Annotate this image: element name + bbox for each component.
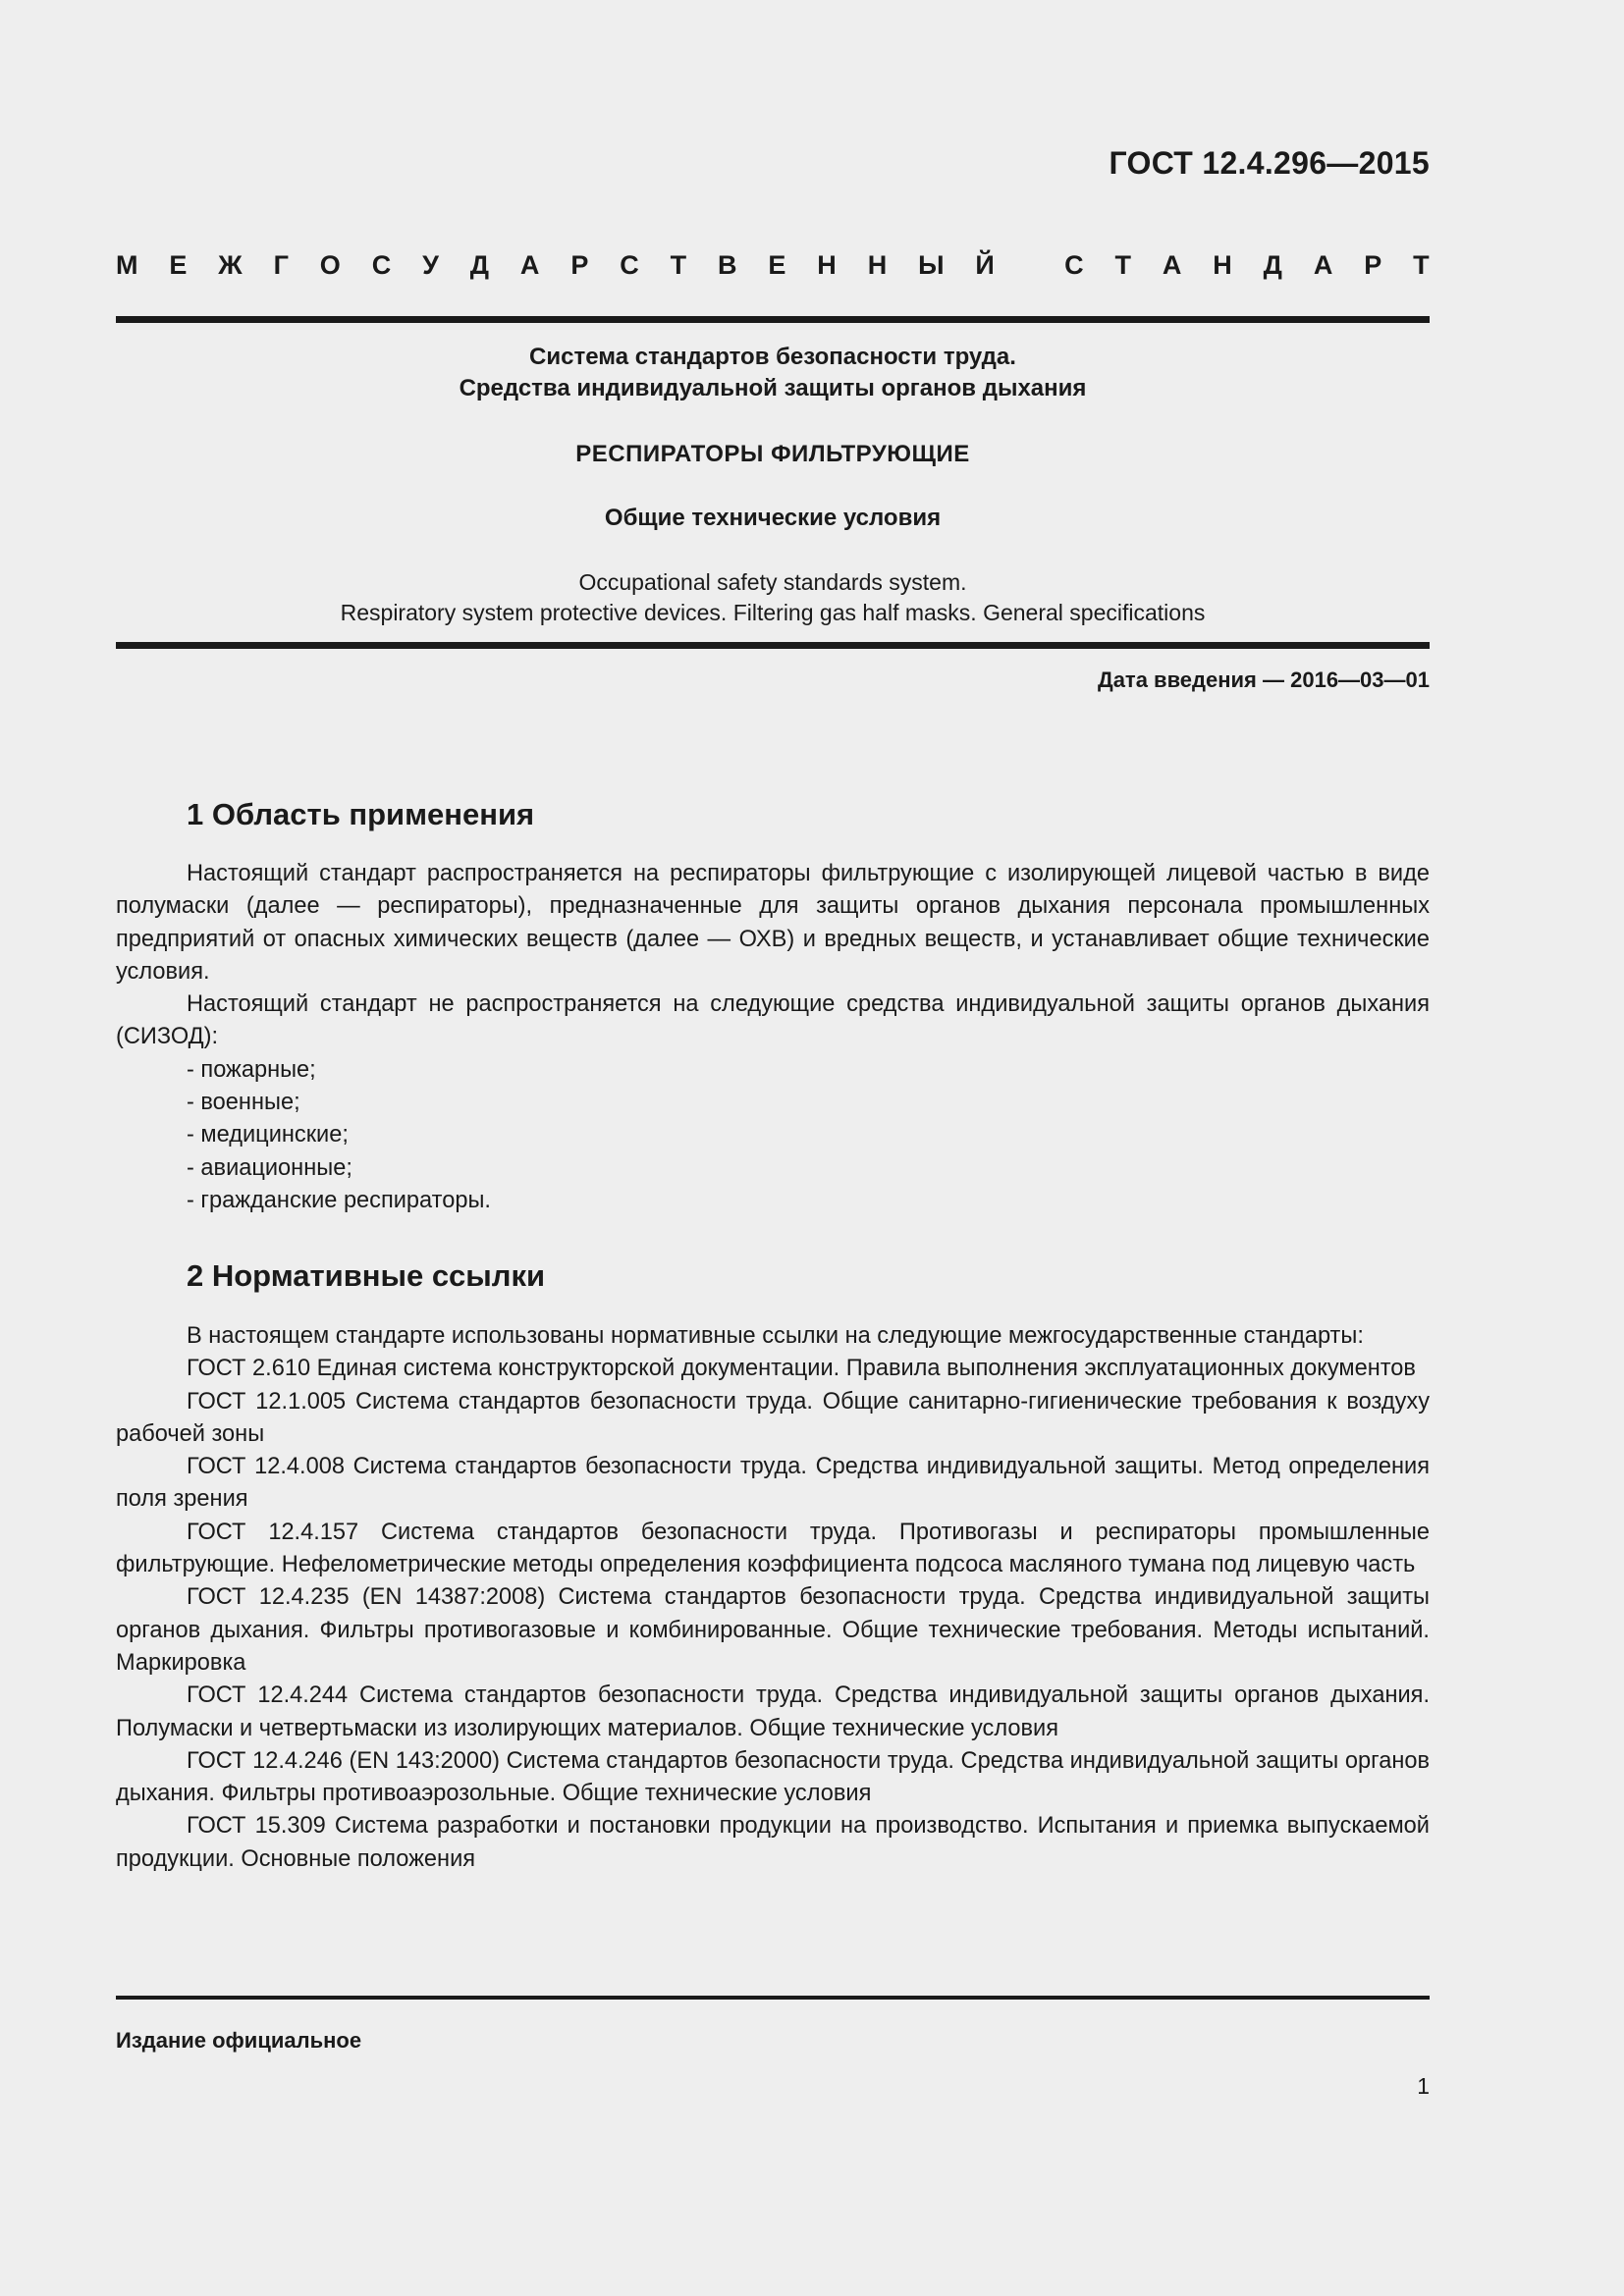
interstate-letter: А bbox=[519, 249, 540, 280]
standard-letter: Р bbox=[1364, 249, 1382, 280]
interstate-letter: М bbox=[116, 249, 138, 280]
section-2-body bbox=[116, 1320, 1430, 1876]
spec-title: Общие технические условия bbox=[604, 505, 942, 531]
title-bottom-rule bbox=[116, 642, 1430, 649]
list-item: - военные; bbox=[187, 1090, 300, 1116]
system-title bbox=[116, 342, 1430, 404]
section-1-body bbox=[116, 858, 1430, 1217]
interstate-letter: Р bbox=[570, 249, 589, 280]
list-item: - медицинские; bbox=[187, 1122, 349, 1148]
english-title bbox=[116, 567, 1430, 628]
interstate-letter: В bbox=[718, 249, 737, 280]
paragraph: Настоящий стандарт распространяется на респираторы фильтрующие с изолирующей лицевой частью в виде полумаски (далее — респираторы), предназначенные для защиты органов дыхания персонала промышленных предприятий от опасных химических веществ (далее — ОХВ) и вредных веществ, и устанавливает общие технические условия. bbox=[116, 861, 1430, 985]
document-page bbox=[116, 0, 1430, 2296]
document-id: ГОСТ 12.4.296—2015 bbox=[1109, 145, 1430, 181]
interstate-letter: Н bbox=[817, 249, 837, 280]
standard-letter: Т bbox=[1114, 249, 1131, 280]
footer-rule bbox=[116, 1996, 1430, 2000]
product-title: РЕСПИРАТОРЫ ФИЛЬТРУЮЩИЕ bbox=[575, 441, 970, 467]
top-rule bbox=[116, 316, 1430, 323]
interstate-standard-banner bbox=[116, 245, 1430, 285]
standard-letter: А bbox=[1313, 249, 1333, 280]
reference-item: ГОСТ 12.4.244 Система стандартов безопасности труда. Средства индивидуальной защиты органов дыхания. Полумаски и четвертьмаски из изолирующих материалов. Общие технические условия bbox=[116, 1682, 1430, 1741]
list-item: - пожарные; bbox=[187, 1056, 316, 1083]
interstate-letter: Д bbox=[469, 249, 490, 280]
system-title-line2: Средства индивидуальной защиты органов дыхания bbox=[459, 375, 1087, 401]
paragraph: Настоящий стандарт не распространяется на следующие средства индивидуальной защиты органов дыхания (СИЗОД): bbox=[116, 991, 1430, 1050]
banner-gap bbox=[1026, 250, 1034, 281]
reference-item: ГОСТ 12.4.235 (EN 14387:2008) Система стандартов безопасности труда. Средства индивидуальной защиты органов дыхания. Фильтры противогазовые и комбинированные. Общие технические требования. Методы испытаний. Маркировка bbox=[116, 1584, 1430, 1676]
section-1-heading: 1 Область применения bbox=[187, 797, 535, 831]
reference-item: ГОСТ 12.1.005 Система стандартов безопасности труда. Общие санитарно-гигиенические требования к воздуху рабочей зоны bbox=[116, 1388, 1430, 1447]
interstate-letter: Г bbox=[273, 249, 289, 280]
reference-item: ГОСТ 15.309 Система разработки и постановки продукции на производство. Испытания и приемка выпускаемой продукции. Основные положения bbox=[116, 1813, 1430, 1872]
standard-letter: С bbox=[1064, 249, 1084, 280]
interstate-letter: С bbox=[620, 249, 639, 280]
reference-item: ГОСТ 12.4.246 (EN 143:2000) Система стандартов безопасности труда. Средства индивидуальной защиты органов дыхания. Фильтры противоаэрозольные. Общие технические условия bbox=[116, 1747, 1430, 1807]
interstate-letter: Й bbox=[975, 249, 995, 280]
standard-letter: А bbox=[1162, 249, 1182, 280]
standard-letter: Т bbox=[1413, 249, 1430, 280]
system-title-line1: Система стандартов безопасности труда. bbox=[529, 344, 1016, 370]
interstate-letter: Т bbox=[670, 249, 687, 280]
standard-letter: Д bbox=[1263, 249, 1282, 280]
interstate-letter: У bbox=[422, 249, 439, 280]
paragraph: В настоящем стандарте использованы нормативные ссылки на следующие межгосударственные стандарты: bbox=[187, 1323, 1364, 1349]
reference-item: ГОСТ 2.610 Единая система конструкторской документации. Правила выполнения эксплуатационных документов bbox=[187, 1356, 1416, 1382]
official-edition-note: Издание официальное bbox=[116, 2028, 362, 2053]
introduction-date: Дата введения — 2016—03—01 bbox=[1098, 667, 1430, 692]
page-number: 1 bbox=[1417, 2073, 1430, 2099]
section-2-heading: 2 Нормативные ссылки bbox=[187, 1258, 546, 1293]
list-item: - авиационные; bbox=[187, 1154, 352, 1181]
interstate-letter: О bbox=[319, 249, 341, 280]
interstate-letter: С bbox=[371, 249, 392, 280]
reference-item: ГОСТ 12.4.008 Система стандартов безопасности труда. Средства индивидуальной защиты. Метод определения поля зрения bbox=[116, 1454, 1430, 1513]
interstate-letter: Е bbox=[768, 249, 786, 280]
interstate-letter: Ж bbox=[218, 249, 243, 280]
interstate-letter: Н bbox=[867, 249, 888, 280]
interstate-letter: Ы bbox=[918, 249, 945, 280]
english-title-line2: Respiratory system protective devices. Filtering gas half masks. General specifications bbox=[340, 600, 1206, 625]
list-item: - гражданские респираторы. bbox=[187, 1187, 491, 1213]
interstate-letter: Е bbox=[169, 249, 188, 280]
standard-letter: Н bbox=[1213, 249, 1232, 280]
english-title-line1: Occupational safety standards system. bbox=[578, 569, 967, 595]
reference-item: ГОСТ 12.4.157 Система стандартов безопасности труда. Противогазы и респираторы промышленные фильтрующие. Нефелометрические методы определения коэффициента подсоса масляного тумана под лицевую часть bbox=[116, 1519, 1430, 1578]
